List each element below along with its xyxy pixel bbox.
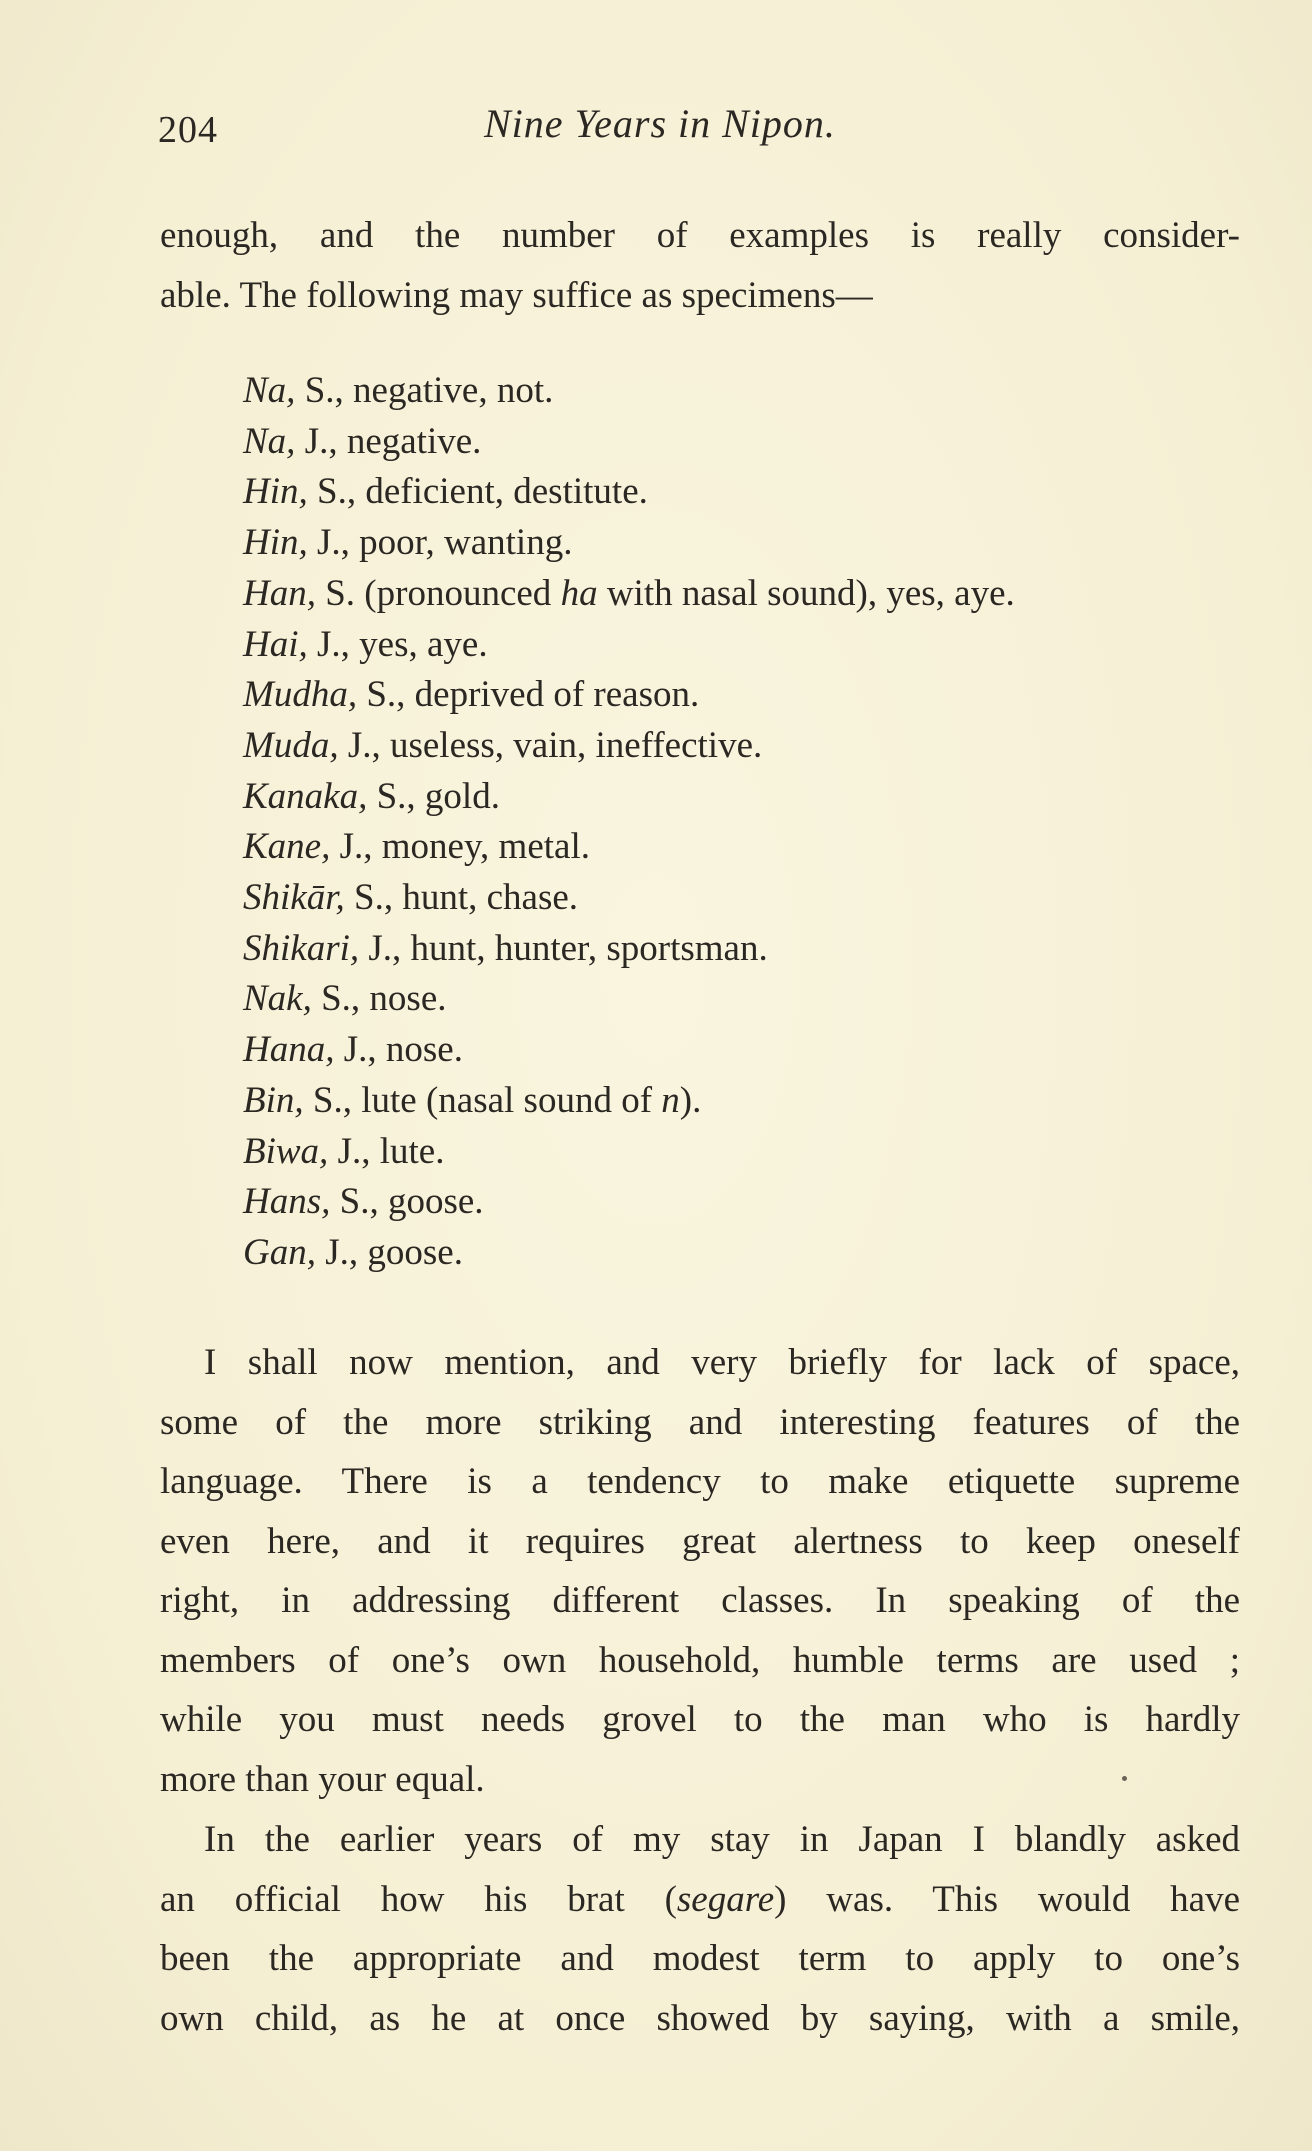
italic-word: n — [661, 1079, 680, 1121]
text-line: language. There is a tendency to make etiquette supreme — [160, 1461, 1240, 1502]
text-line: more than your equal. — [160, 1758, 485, 1800]
term: Hin, — [243, 522, 308, 564]
text-line: able. The following may suffice as specimens— — [160, 274, 873, 316]
list-item — [243, 772, 1223, 823]
definition: S., gold. — [367, 775, 500, 817]
definition: J., hunt, hunter, sportsman. — [359, 927, 768, 969]
definition: S. (pronounced — [315, 572, 561, 614]
list-item — [243, 670, 1223, 721]
term: Hana, — [243, 1029, 335, 1071]
list-item — [243, 467, 1223, 518]
term: Kane, — [243, 826, 331, 868]
text-line: right, in addressing different classes. In speaking of the — [160, 1580, 1240, 1621]
term: Muda, — [243, 724, 339, 766]
definition: S., lute (nasal sound of — [303, 1079, 662, 1121]
term: Kanaka, — [243, 775, 368, 817]
text-line: some of the more striking and interesting features of the — [160, 1401, 1240, 1443]
italic-word: segare — [676, 1878, 775, 1920]
text-fragment: an official how his brat ( — [160, 1878, 677, 1920]
list-item — [243, 822, 1223, 873]
text-line: enough, and the number of examples is really consider- — [160, 215, 1240, 256]
list-item — [243, 1228, 1223, 1279]
definition: J., money, metal. — [330, 826, 590, 868]
paragraph-anecdote — [160, 1810, 1240, 2048]
term: Nak, — [243, 978, 312, 1020]
term: Hai, — [243, 623, 308, 665]
list-item — [243, 1025, 1223, 1076]
text-line: while you must needs grovel to the man who is hardly — [160, 1699, 1240, 1740]
definition: S., nose. — [311, 978, 447, 1020]
definition: J., goose. — [315, 1231, 463, 1273]
text-line: been the appropriate and modest term to apply to one’s — [160, 1938, 1240, 1979]
page-header — [158, 100, 1158, 160]
list-item — [243, 1076, 1223, 1127]
definition: S., deficient, destitute. — [307, 471, 648, 513]
definition: S., goose. — [330, 1181, 484, 1223]
text-line: I shall now mention, and very briefly for lack of space, — [204, 1342, 1240, 1383]
text-line: In the earlier years of my stay in Japan I blandly asked — [204, 1819, 1240, 1860]
paragraph-etiquette — [160, 1333, 1240, 1809]
text-line: even here, and it requires great alertness to keep oneself — [160, 1520, 1240, 1562]
page-number: 204 — [158, 109, 218, 151]
text-fragment: ) was. This would have — [774, 1878, 1240, 1920]
list-item — [243, 721, 1223, 772]
list-item — [243, 924, 1223, 975]
term: Hin, — [243, 471, 308, 513]
definition: J., poor, wanting. — [307, 522, 573, 564]
term: Mudha, — [243, 674, 358, 716]
term: Na, — [243, 370, 296, 411]
definition: S., hunt, chase. — [344, 877, 579, 919]
text-line: members of one’s own household, humble terms are used ; — [160, 1639, 1240, 1681]
list-item — [243, 366, 1223, 417]
list-item — [243, 620, 1223, 671]
term: Na, — [243, 420, 296, 462]
definition: J., lute. — [328, 1130, 445, 1172]
text-line: own child, as he at once showed by saying, with a smile, — [160, 1997, 1240, 2039]
list-item — [243, 1127, 1223, 1178]
term: Han, — [243, 572, 316, 614]
term: Gan, — [243, 1231, 316, 1273]
list-item — [243, 417, 1223, 468]
term: Bin, — [243, 1079, 304, 1121]
definition: J., nose. — [334, 1029, 463, 1071]
definition: S., deprived of reason. — [357, 674, 700, 716]
term: Shikari, — [243, 927, 360, 969]
definition-end: ). — [679, 1079, 702, 1121]
list-item — [243, 569, 1223, 620]
definition: J., negative. — [295, 420, 482, 462]
italic-word: ha — [560, 572, 598, 614]
list-item — [243, 873, 1223, 924]
list-item — [243, 974, 1223, 1025]
term: Biwa, — [243, 1130, 329, 1172]
definition-end: with nasal sound), yes, aye. — [597, 572, 1015, 614]
list-item — [243, 518, 1223, 569]
definition: J., yes, aye. — [307, 623, 488, 665]
term: Hans, — [243, 1181, 331, 1223]
print-speck — [1122, 1776, 1127, 1781]
running-title: Nine Years in Nipon. — [484, 101, 836, 146]
paragraph-intro — [160, 206, 1240, 325]
word-comparison-list — [243, 366, 1223, 1279]
definition: S., negative, not. — [295, 370, 554, 411]
definition: J., useless, vain, ineffective. — [338, 724, 763, 766]
list-item — [243, 1177, 1223, 1228]
term: Shikār, — [243, 877, 345, 919]
text-line — [160, 1870, 1240, 1930]
